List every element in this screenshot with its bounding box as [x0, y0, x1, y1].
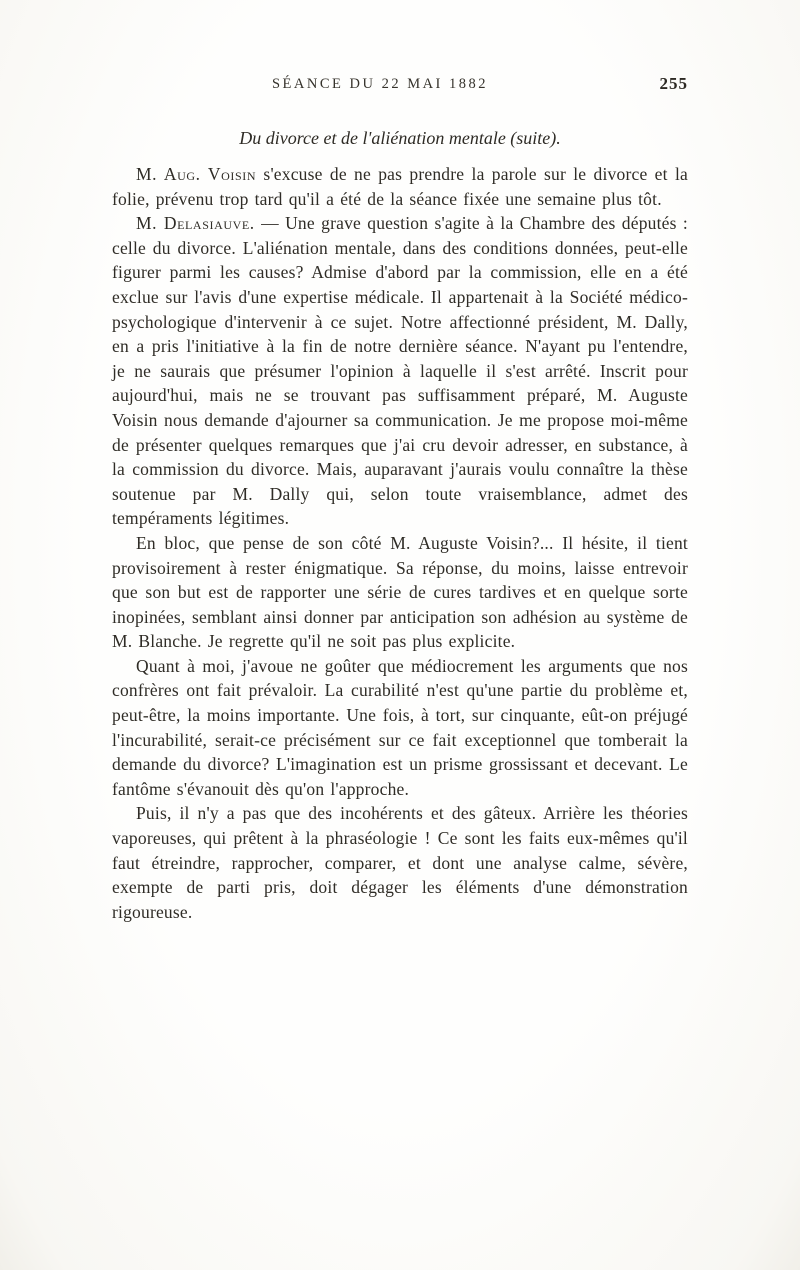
page-header: [112, 76, 688, 98]
paragraph-text: — Une grave question s'agite à la Chambre des députés : celle du divorce. L'aliénation mentale, dans des conditions données, peut-elle figurer parmi les causes? Admise d'abord par la commission, elle en a été exclue sur l'avis d'une expertise médicale. Il appartenait à la Société médico-psychologique d'intervenir à ce sujet. Notre affectionné président, M. Dally, en a pris l'initiative à la fin de notre dernière séance. N'ayant pu l'entendre, je ne saurais que présumer l'opinion à laquelle il s'est arrêté. Inscrit pour aujourd'hui, mais ne se trouvant pas suffisamment préparé, M. Auguste Voisin nous demande d'ajourner sa communication. Je me propose moi-même de présenter quelques remarques que j'ai cru devoir adresser, en substance, à la commission du divorce. Mais, auparavant j'aurais voulu connaître la thèse soutenue par M. Dally qui, selon toute vraisemblance, admet des tempéraments légitimes.: [112, 213, 688, 529]
paragraph-delasiauve: [112, 211, 688, 531]
speaker-name: M. Aug. Voisin: [136, 164, 257, 184]
running-title: SÉANCE DU 22 MAI 1882: [271, 76, 489, 92]
article-body: [112, 162, 688, 924]
paragraph-conclusion: [112, 801, 688, 924]
paragraph-text: Quant à moi, j'avoue ne goûter que médiocrement les arguments que nos confrères ont fait prévaloir. La curabilité n'est qu'une partie du problème et, peut-être, la moins importante. Une fois, à tort, sur cinquante, eût-on préjugé l'incurabilité, serait-ce précisément sur ce fait exceptionnel que tomberait la demande du divorce? L'imagination est un prisme grossissant et decevant. Le fantôme s'évanouit dès qu'on l'approche.: [112, 655, 688, 799]
paragraph-en-bloc: [112, 531, 688, 654]
paragraph-voisin-excuse: [112, 162, 688, 211]
page-number: 255: [659, 74, 688, 93]
speaker-name: M. Delasiauve.: [136, 213, 255, 234]
article-title: Du divorce et de l'aliénation mentale (suite).: [239, 128, 561, 148]
paragraph-text: Puis, il n'y a pas que des incohérents et des gâteux. Arrière les théories vaporeuses, qui prêtent à la phraséologie ! Ce sont les faits eux-mêmes qu'il faut étreindre, rapprocher, comparer, et dont une analyse calme, sévère, exempte de parti pris, doit dégager les éléments d'une démonstration rigoureuse.: [112, 803, 688, 922]
paragraph-quant-a-moi: [112, 654, 688, 802]
paragraph-text: En bloc, que pense de son côté M. Auguste Voisin?... Il hésite, il tient provisoirement à rester énigmatique. Sa réponse, du moins, laisse entrevoir que son but est de rapporter une série de cures tardives et en quelque sorte inopinées, semblant ainsi donner par anticipation son adhésion au système de M. Blanche. Je regrette qu'il ne soit pas plus explicite.: [112, 532, 688, 652]
paragraph-text: s'excuse de ne pas prendre la parole sur le divorce et la folie, prévenu trop tard qu'il a été de la séance fixée une semaine plus tôt.: [112, 164, 688, 209]
